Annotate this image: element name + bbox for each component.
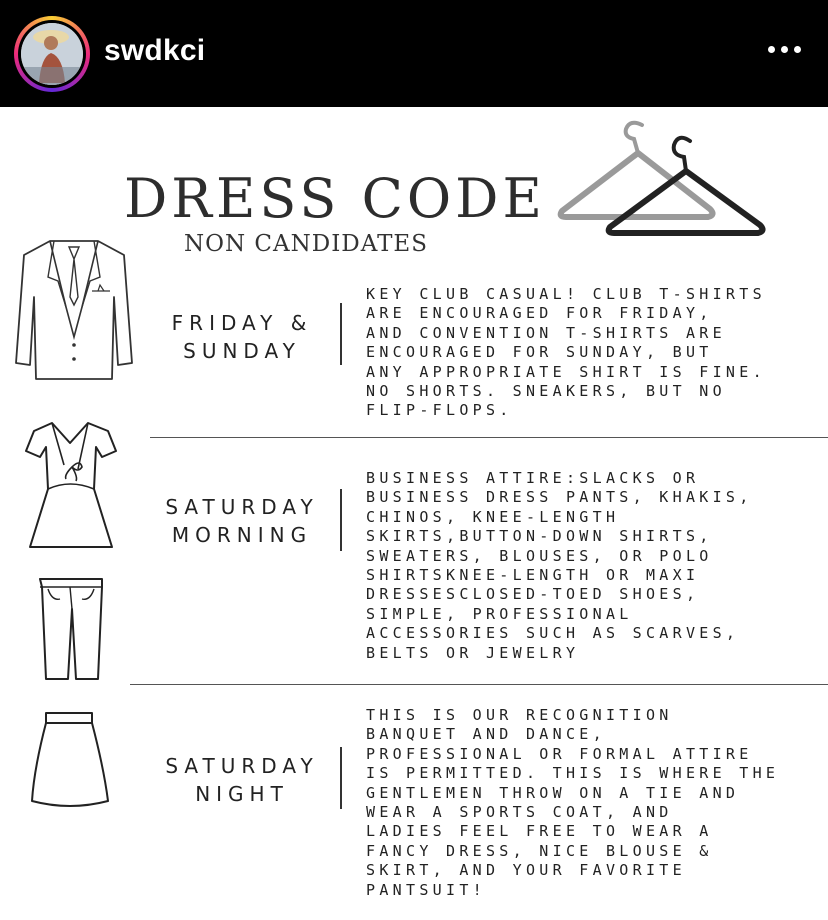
description-line: PANTSUIT! xyxy=(366,880,486,899)
day-line: NIGHT xyxy=(195,782,289,806)
description-line: SKIRT, AND YOUR FAVORITE xyxy=(366,861,686,880)
post-header xyxy=(0,0,828,107)
profile-photo-figure xyxy=(21,23,83,85)
section-divider xyxy=(130,684,828,685)
description-line: GENTLEMEN THROW ON A TIE AND xyxy=(366,783,740,802)
avatar[interactable] xyxy=(14,16,90,92)
skirt-icon xyxy=(28,709,112,811)
section-description-2 xyxy=(366,469,753,663)
day-line: MORNING xyxy=(171,523,313,547)
page-title: DRESS CODE xyxy=(124,167,546,230)
description-line: FLIP-FLOPS. xyxy=(366,401,513,420)
section-divider xyxy=(150,437,828,438)
day-line: FRIDAY & xyxy=(171,311,313,335)
username[interactable]: swdkci xyxy=(104,34,206,67)
description-line: BELTS OR JEWELRY xyxy=(366,643,580,662)
day-line: SATURDAY xyxy=(165,495,319,519)
profile-photo xyxy=(21,23,83,85)
section-description-3 xyxy=(366,706,779,900)
description-line: ANY APPROPRIATE SHIRT IS FINE. xyxy=(366,362,766,381)
section-day-saturday-morning xyxy=(154,493,330,549)
post-image xyxy=(0,107,828,920)
more-options-icon[interactable] xyxy=(768,44,802,54)
divider-bar xyxy=(340,489,342,551)
description-line: KEY CLUB CASUAL! CLUB T-SHIRTS xyxy=(366,285,766,303)
section-day-friday-sunday xyxy=(154,309,330,365)
day-line: SUNDAY xyxy=(183,339,301,363)
description-line: WEAR A SPORTS COAT, AND xyxy=(366,803,673,822)
section-day-saturday-night xyxy=(154,752,330,808)
suit-jacket-icon xyxy=(14,237,134,383)
description-line: BANQUET AND DANCE, xyxy=(366,725,606,744)
day-line: SATURDAY xyxy=(165,754,319,778)
description-line: BUSINESS DRESS PANTS, KHAKIS, xyxy=(366,488,753,507)
description-line: BUSINESS ATTIRE:SLACKS OR xyxy=(366,469,700,487)
description-line: SIMPLE, PROFESSIONAL xyxy=(366,604,633,623)
description-line: NO SHORTS. SNEAKERS, BUT NO xyxy=(366,382,726,401)
description-line: ENCOURAGED FOR SUNDAY, BUT xyxy=(366,343,713,362)
description-line: LADIES FEEL FREE TO WEAR A xyxy=(366,822,713,841)
description-line: PROFESSIONAL OR FORMAL ATTIRE xyxy=(366,744,753,763)
avatar-border xyxy=(18,20,86,88)
divider-bar xyxy=(340,747,342,809)
dress-icon xyxy=(24,419,118,551)
description-line: CHINOS, KNEE-LENGTH xyxy=(366,507,620,526)
description-line: IS PERMITTED. THIS IS WHERE THE xyxy=(366,764,780,783)
divider-bar xyxy=(340,303,342,365)
pants-icon xyxy=(36,575,106,685)
description-line: SKIRTS,BUTTON-DOWN SHIRTS, xyxy=(366,527,713,546)
description-line: THIS IS OUR RECOGNITION xyxy=(366,706,673,724)
hangers-icon xyxy=(552,115,772,243)
section-description-1 xyxy=(366,285,766,421)
description-line: ARE ENCOURAGED FOR FRIDAY, xyxy=(366,304,713,323)
description-line: DRESSESCLOSED-TOED SHOES, xyxy=(366,585,700,604)
description-line: SHIRTSKNEE-LENGTH OR MAXI xyxy=(366,566,700,585)
description-line: SWEATERS, BLOUSES, OR POLO xyxy=(366,546,713,565)
description-line: FANCY DRESS, NICE BLOUSE & xyxy=(366,841,713,860)
description-line: ACCESSORIES SUCH AS SCARVES, xyxy=(366,624,740,643)
page-subtitle: NON CANDIDATES xyxy=(184,231,428,257)
description-line: AND CONVENTION T-SHIRTS ARE xyxy=(366,323,726,342)
